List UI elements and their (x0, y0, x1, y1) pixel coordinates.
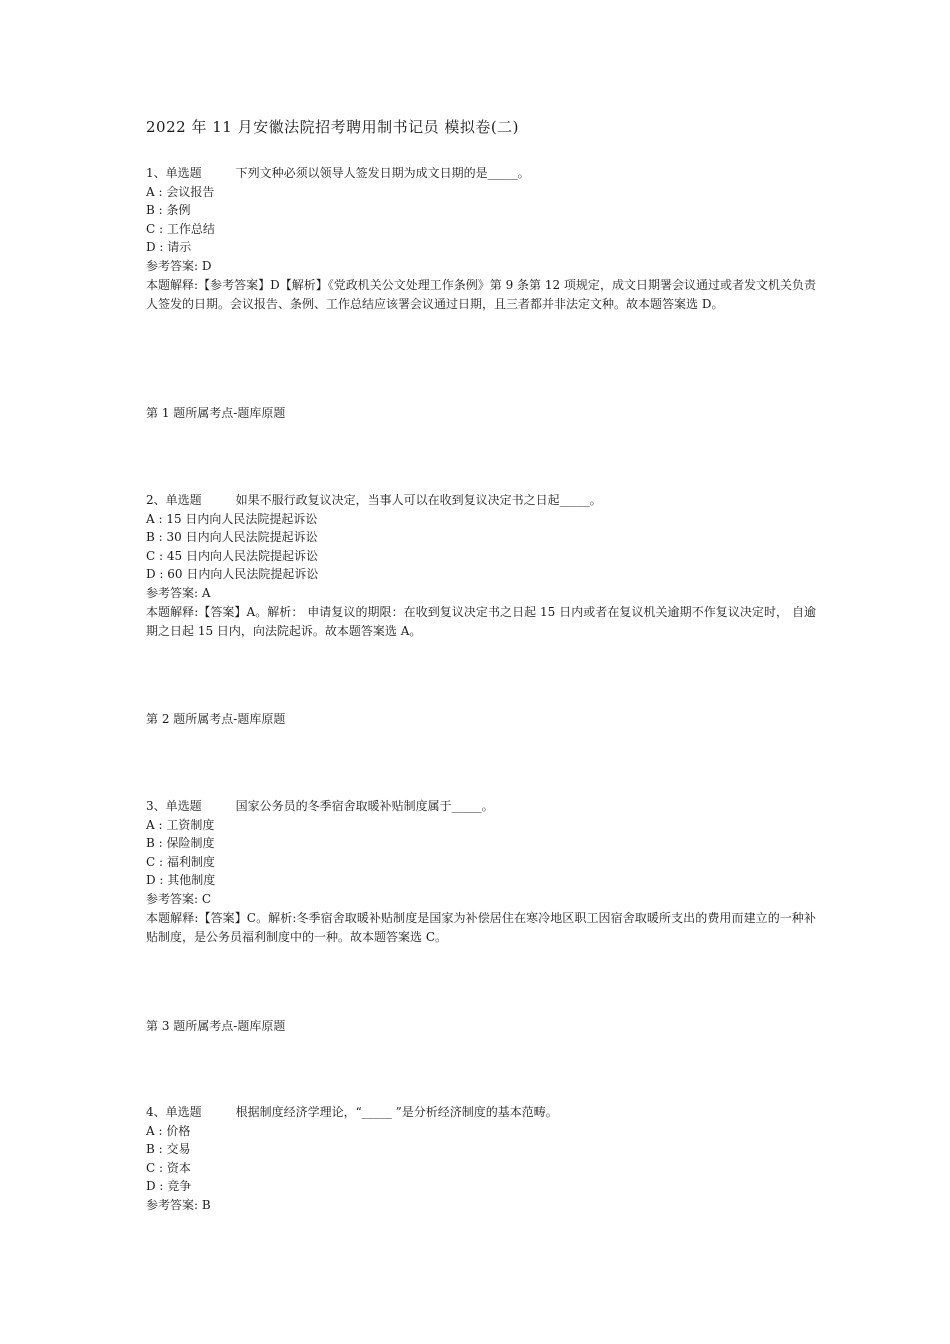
option-d: D : 请示 (146, 240, 192, 255)
question-text: 根据制度经济学理论，“_____ ”是分析经济制度的基本范畴。 (235, 1105, 558, 1119)
question-topic: 第 3 题所属考点-题库原题 (146, 1019, 286, 1033)
option-c: C : 45 日内向人民法院提起诉讼 (146, 548, 318, 563)
question-number: 4、 (146, 1105, 166, 1119)
question-header (146, 1103, 816, 1122)
option-b: B : 保险制度 (146, 836, 215, 851)
question-2 (146, 491, 816, 641)
question-text: 国家公务员的冬季宿舍取暖补贴制度属于_____。 (235, 799, 494, 813)
option-c: C : 工作总结 (146, 221, 215, 236)
option-a: A : 价格 (146, 1123, 191, 1138)
option-a: A : 工资制度 (146, 817, 215, 832)
option-d: D : 竞争 (146, 1179, 192, 1194)
question-type: 单选题 (165, 1105, 202, 1119)
reference-answer: 参考答案: A (146, 585, 211, 600)
option-c: C : 资本 (146, 1160, 191, 1175)
reference-answer: 参考答案: D (146, 258, 212, 273)
reference-answer: 参考答案: B (146, 1197, 211, 1212)
question-type: 单选题 (165, 166, 202, 180)
option-b: B : 30 日内向人民法院提起诉讼 (146, 530, 318, 545)
option-a: A : 15 日内向人民法院提起诉讼 (146, 511, 318, 526)
option-b: B : 条例 (146, 203, 191, 218)
question-type: 单选题 (165, 493, 202, 507)
answer-explanation: 本题解释:【答案】A。解析： 申请复议的期限：在收到复议决定书之日起 15 日内或者在复议机关逾期不作复议决定时， 自逾期之日起 15 日内，向法院起诉。故本题答案选 A。 (146, 604, 816, 638)
question-number: 3、 (146, 799, 166, 813)
question-number: 1、 (146, 166, 166, 180)
question-number: 2、 (146, 493, 166, 507)
reference-answer: 参考答案: C (146, 891, 212, 906)
question-topic: 第 2 题所属考点-题库原题 (146, 712, 286, 726)
question-header (146, 164, 816, 183)
question-text: 如果不服行政复议决定，当事人可以在收到复议决定书之日起_____。 (235, 493, 602, 507)
question-header (146, 797, 816, 816)
option-c: C : 福利制度 (146, 854, 215, 869)
answer-explanation: 本题解释:【参考答案】D【解析】《党政机关公文处理工作条例》第 9 条第 12 项规定，成文日期署会议通过或者发文机关负责人签发的日期。会议报告、条例、工作总结应该署会议通过日期，且三者都并非法定文种。故本题答案选 D。 (146, 277, 816, 311)
answer-explanation: 本题解释:【答案】C。解析:冬季宿舍取暖补贴制度是国家为补偿居住在寒冷地区职工因宿舍取暖所支出的费用而建立的一种补贴制度，是公务员福利制度中的一种。故本题答案选 C。 (146, 910, 816, 944)
question-header (146, 491, 816, 510)
question-text: 下列文种必须以领导人签发日期为成文日期的是_____。 (235, 166, 530, 180)
option-a: A : 会议报告 (146, 184, 215, 199)
question-3 (146, 797, 816, 947)
question-topic: 第 1 题所属考点-题库原题 (146, 406, 286, 420)
option-d: D : 其他制度 (146, 873, 216, 888)
question-1 (146, 164, 816, 314)
option-d: D : 60 日内向人民法院提起诉讼 (146, 567, 319, 582)
option-b: B : 交易 (146, 1142, 191, 1157)
question-4 (146, 1103, 816, 1215)
question-type: 单选题 (165, 799, 202, 813)
document-title: 2022 年 11 月安徽法院招考聘用制书记员 模拟卷(二) (146, 118, 520, 136)
